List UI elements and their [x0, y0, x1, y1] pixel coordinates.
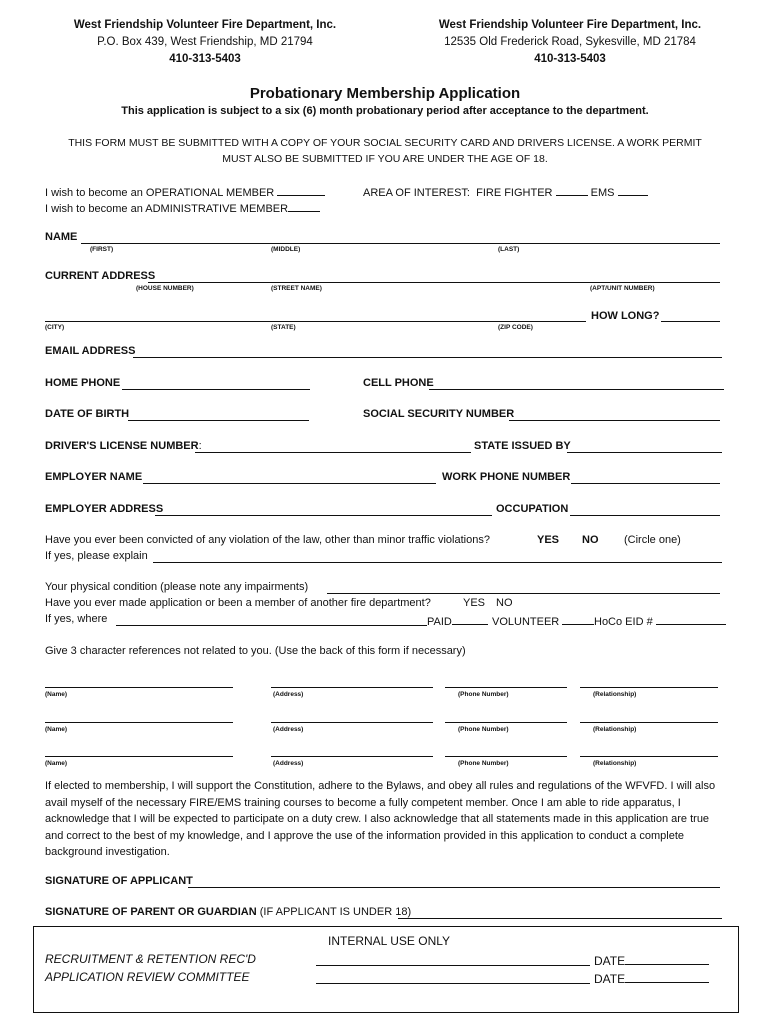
fire-fighter-label: FIRE FIGHTER: [476, 187, 553, 199]
paid-blank[interactable]: [452, 613, 488, 625]
cell-phone-input-line[interactable]: [429, 389, 724, 390]
parent-signature-label: [45, 906, 411, 918]
ems-label: EMS: [590, 187, 615, 199]
where-label: If yes, where: [45, 613, 108, 625]
ssn-label: SOCIAL SECURITY NUMBER: [363, 408, 515, 420]
reference-1-address-line[interactable]: [271, 687, 433, 688]
ems-blank[interactable]: [618, 184, 648, 196]
application-review-label: APPLICATION REVIEW COMMITTEE: [45, 970, 250, 984]
administrative-member-label: I wish to become an ADMINISTRATIVE MEMBER: [45, 203, 289, 215]
home-phone-input-line[interactable]: [122, 389, 310, 390]
convicted-no-option[interactable]: NO: [582, 534, 599, 546]
committee-date-blank[interactable]: [625, 970, 709, 983]
email-label: EMAIL ADDRESS: [45, 345, 136, 357]
current-address-input-line[interactable]: [148, 282, 720, 283]
how-long-input-line[interactable]: [661, 321, 720, 322]
header-left: [40, 17, 370, 68]
fire-fighter-blank[interactable]: [556, 184, 588, 196]
occupation-input-line[interactable]: [570, 515, 720, 516]
operational-member-blank[interactable]: [277, 184, 325, 196]
drivers-license-label: [45, 440, 202, 452]
reference-3-address-caption: (Address): [273, 760, 304, 767]
other-department-no-option[interactable]: NO: [496, 597, 513, 609]
parent-signature-note: (IF APPLICANT IS UNDER 18): [259, 906, 412, 918]
committee-date: [594, 970, 709, 986]
ssn-input-line[interactable]: [509, 420, 720, 421]
header-right-address: 12535 Old Frederick Road, Sykesville, MD 21784: [444, 36, 696, 48]
notice-line-2: MUST ALSO BE SUBMITTED IF YOU ARE UNDER THE AGE OF 18.: [222, 153, 548, 165]
city-state-zip-input-line[interactable]: [45, 321, 586, 322]
reference-2-name-line[interactable]: [45, 722, 233, 723]
hoco-eid-label: HoCo EID #: [594, 616, 653, 628]
reference-2-relationship-caption: (Relationship): [593, 726, 637, 733]
reference-3-name-caption: (Name): [45, 760, 68, 767]
physical-condition-input-line[interactable]: [327, 593, 720, 594]
apt-unit-caption: (APT/UNIT NUMBER): [590, 285, 655, 292]
reference-1-relationship-caption: (Relationship): [593, 691, 637, 698]
work-phone-input-line[interactable]: [571, 483, 720, 484]
explain-input-line[interactable]: [153, 562, 722, 563]
header-right: [405, 17, 735, 68]
recruitment-date-blank[interactable]: [625, 952, 709, 965]
employer-address-input-line[interactable]: [155, 515, 492, 516]
employer-address-label: EMPLOYER ADDRESS: [45, 503, 164, 515]
explain-label: If yes, please explain: [45, 550, 148, 562]
current-address-label: CURRENT ADDRESS: [45, 270, 156, 282]
reference-1-name-line[interactable]: [45, 687, 233, 688]
page-title: Probationary Membership Application: [249, 85, 521, 102]
work-phone-label: WORK PHONE NUMBER: [442, 471, 571, 483]
area-of-interest-label: AREA OF INTEREST:: [363, 187, 470, 199]
area-of-interest: [363, 184, 648, 199]
reference-3-phone-caption: (Phone Number): [458, 760, 509, 767]
reference-3-name-line[interactable]: [45, 756, 233, 757]
operational-member-label: I wish to become an OPERATIONAL MEMBER: [45, 187, 275, 199]
reference-2-address-line[interactable]: [271, 722, 433, 723]
recruitment-retention-label: RECRUITMENT & RETENTION REC'D: [45, 952, 256, 966]
physical-condition-label: Your physical condition (please note any impairments): [45, 581, 309, 593]
reference-1-phone-line[interactable]: [445, 687, 567, 688]
recruitment-date-label: DATE: [594, 954, 626, 968]
drivers-license-input-line[interactable]: [195, 452, 471, 453]
convicted-question: Have you ever been convicted of any violation of the law, other than minor traffic violations?: [45, 534, 490, 546]
reference-2-phone-line[interactable]: [445, 722, 567, 723]
administrative-member-option[interactable]: [45, 200, 320, 215]
convicted-yes-option[interactable]: YES: [537, 534, 560, 546]
reference-3-address-line[interactable]: [271, 756, 433, 757]
reference-3-phone-line[interactable]: [445, 756, 567, 757]
other-department-question: Have you ever made application or been a member of another fire department?: [45, 597, 431, 609]
header-left-address: P.O. Box 439, West Friendship, MD 21794: [97, 36, 313, 48]
home-phone-label: HOME PHONE: [45, 377, 121, 389]
how-long-label: HOW LONG?: [591, 310, 660, 322]
header-left-phone: 410-313-5403: [169, 53, 241, 65]
reference-2-relationship-line[interactable]: [580, 722, 718, 723]
notice-line-1: THIS FORM MUST BE SUBMITTED WITH A COPY OF YOUR SOCIAL SECURITY CARD AND DRIVERS LICENSE. A WORK PERMIT: [68, 137, 702, 149]
employer-name-label: EMPLOYER NAME: [45, 471, 143, 483]
internal-use-title: INTERNAL USE ONLY: [328, 934, 451, 948]
occupation-label: OCCUPATION: [496, 503, 569, 515]
house-number-caption: (HOUSE NUMBER): [136, 285, 194, 292]
reference-3-relationship-line[interactable]: [580, 756, 718, 757]
reference-2-address-caption: (Address): [273, 726, 304, 733]
city-caption: (CITY): [45, 324, 65, 331]
page-subtitle: This application is subject to a six (6) month probationary period after acceptance to the department.: [121, 105, 649, 117]
street-name-caption: (STREET NAME): [271, 285, 322, 292]
recruitment-signature-line[interactable]: [316, 965, 590, 966]
state-issued-label: STATE ISSUED BY: [474, 440, 571, 452]
recruitment-date: [594, 952, 709, 968]
name-middle-caption: (MIDDLE): [271, 246, 301, 253]
cell-phone-label: CELL PHONE: [363, 377, 434, 389]
reference-3-relationship-caption: (Relationship): [593, 760, 637, 767]
name-label: NAME: [45, 231, 78, 243]
committee-signature-line[interactable]: [316, 983, 590, 984]
name-input-line[interactable]: [81, 243, 720, 244]
volunteer-option: [492, 613, 594, 628]
volunteer-blank[interactable]: [562, 613, 594, 625]
state-issued-input-line[interactable]: [567, 452, 722, 453]
header-right-phone: 410-313-5403: [534, 53, 606, 65]
hoco-eid-option: [594, 613, 726, 628]
where-input-line[interactable]: [116, 625, 427, 626]
applicant-signature-label: SIGNATURE OF APPLICANT: [45, 875, 193, 887]
drivers-license-colon: :: [198, 440, 202, 452]
parent-signature-text: SIGNATURE OF PARENT OR GUARDIAN: [45, 906, 257, 918]
state-caption: (STATE): [271, 324, 296, 331]
employer-name-input-line[interactable]: [143, 483, 436, 484]
volunteer-label: VOLUNTEER: [492, 616, 560, 628]
reference-1-address-caption: (Address): [273, 691, 304, 698]
applicant-signature-line[interactable]: [188, 887, 720, 888]
paid-label: PAID: [427, 616, 452, 628]
reference-2-name-caption: (Name): [45, 726, 68, 733]
reference-1-name-caption: (Name): [45, 691, 68, 698]
header-left-org: West Friendship Volunteer Fire Department, Inc.: [73, 19, 337, 31]
drivers-license-text: DRIVER'S LICENSE NUMBER: [45, 440, 199, 452]
operational-member-option[interactable]: [45, 184, 325, 199]
committee-date-label: DATE: [594, 972, 626, 986]
other-department-yes-option[interactable]: YES: [463, 597, 486, 609]
hoco-eid-blank[interactable]: [656, 613, 726, 625]
header-right-org: West Friendship Volunteer Fire Department, Inc.: [438, 19, 702, 31]
reference-2-phone-caption: (Phone Number): [458, 726, 509, 733]
zip-code-caption: (ZIP CODE): [498, 324, 533, 331]
name-first-caption: (FIRST): [90, 246, 114, 253]
date-of-birth-input-line[interactable]: [128, 420, 309, 421]
name-last-caption: (LAST): [498, 246, 520, 253]
administrative-member-blank[interactable]: [288, 200, 320, 212]
reference-1-phone-caption: (Phone Number): [458, 691, 509, 698]
membership-statement: If elected to membership, I will support the Constitution, adhere to the Bylaws, and obey all rules and regulations of the WFVFD. I will also avail myself of the necessary FIRE/EMS training courses to become a fully competent member. Once I am able to ride apparatus, I acknowledge that I will be expected to participate on a duty crew. I also acknowledge that all statements made in this application are true and correct to the best of my knowledge, and I approve the use of the information provided in this application to conduct a complete background investigation.: [45, 780, 716, 858]
circle-one-note: (Circle one): [624, 534, 681, 546]
reference-1-relationship-line[interactable]: [580, 687, 718, 688]
paid-option: [427, 613, 488, 628]
references-intro: Give 3 character references not related to you. (Use the back of this form if necessary): [45, 645, 466, 657]
email-input-line[interactable]: [133, 357, 722, 358]
parent-signature-line[interactable]: [398, 918, 722, 919]
date-of-birth-label: DATE OF BIRTH: [45, 408, 130, 420]
